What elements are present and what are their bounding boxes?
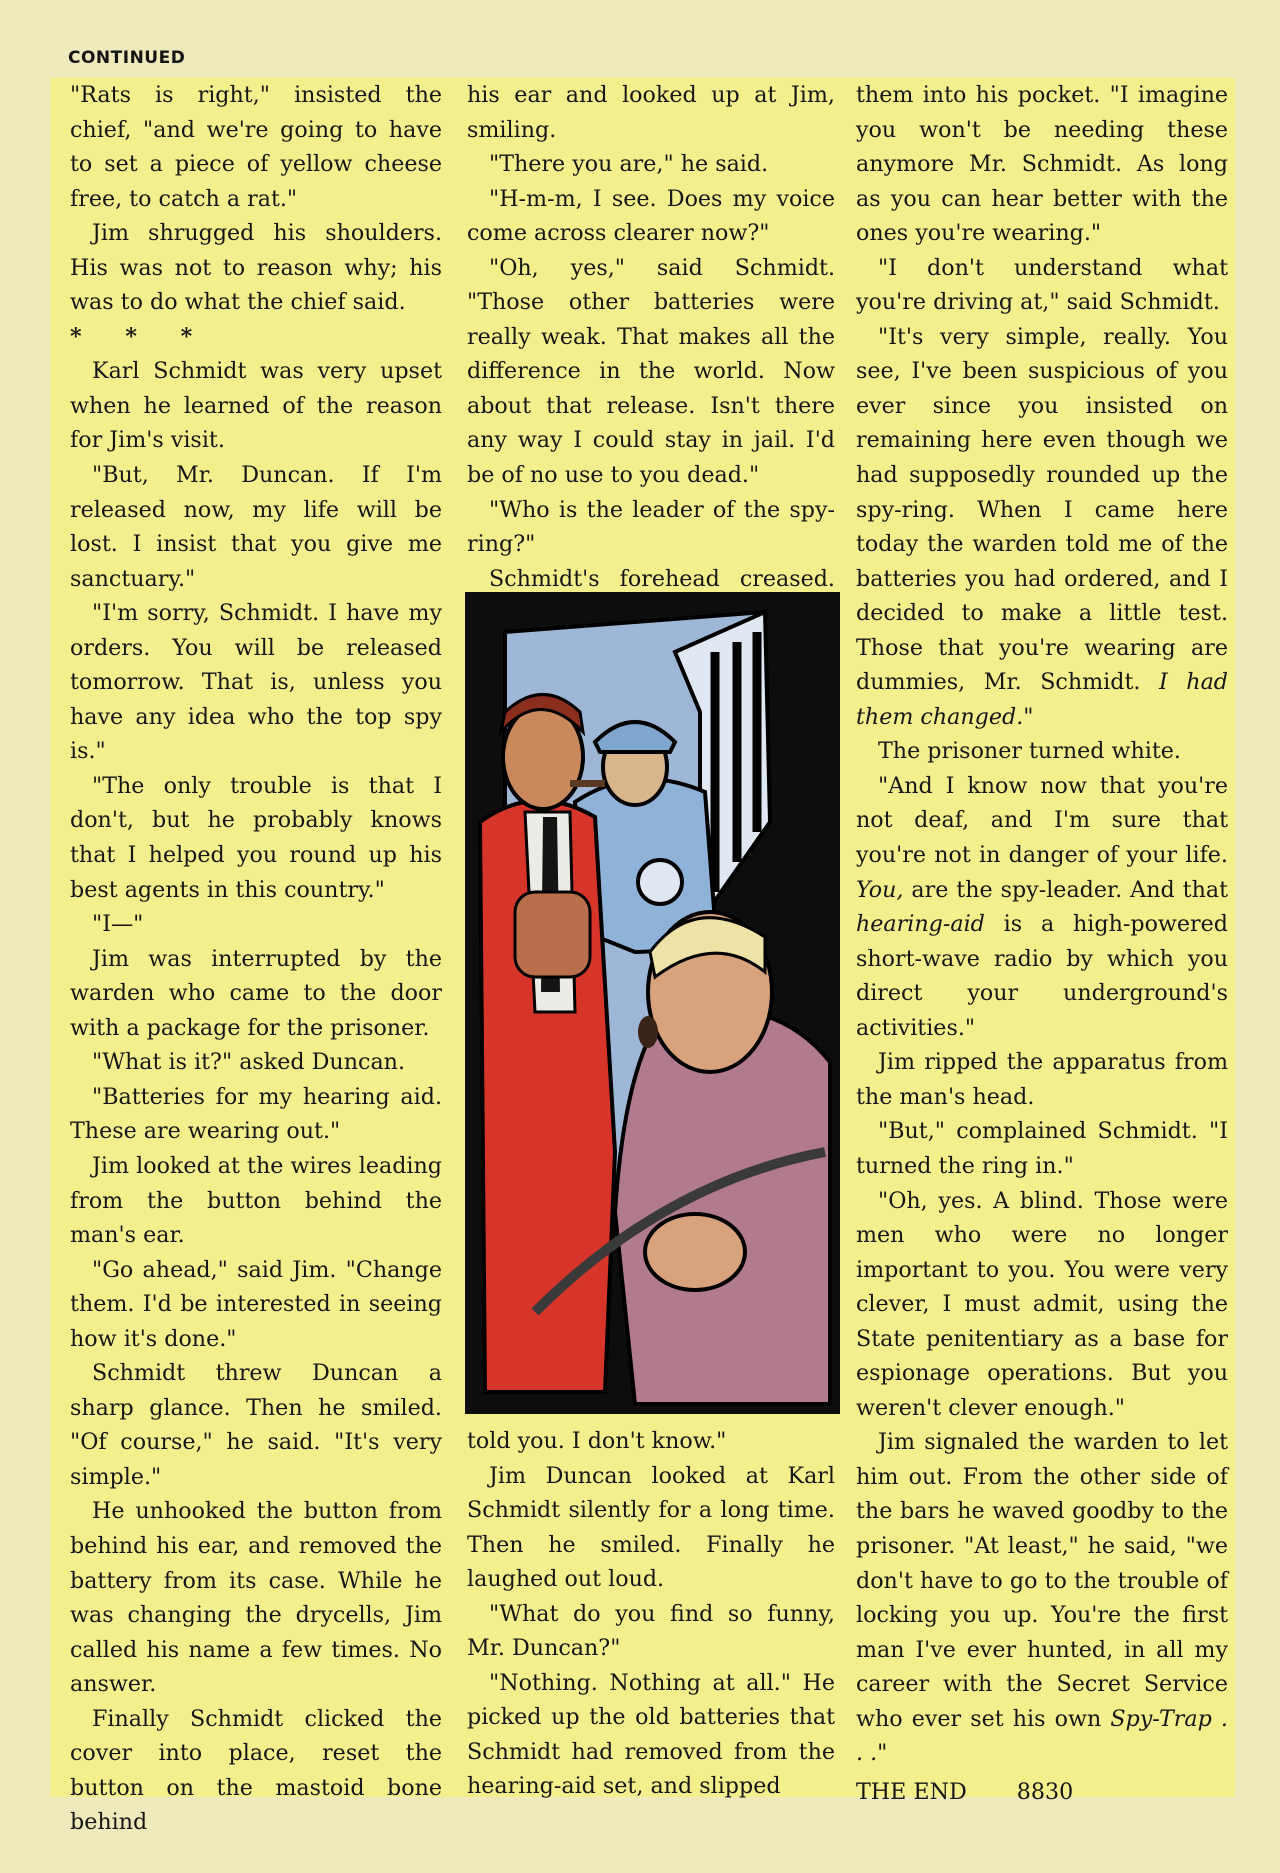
text-run: are the spy-leader. And that: [903, 876, 1228, 903]
paragraph: Schmidt's forehead creased.: [489, 565, 835, 592]
text-column-2-bottom: [467, 1424, 835, 1804]
paragraph: "What is it?" asked Duncan.: [92, 1049, 406, 1076]
paragraph: "But," complained Schmidt. "I turned the ring in.": [856, 1118, 1228, 1179]
paragraph: "Who is the leader of the spy-ring?": [467, 496, 835, 558]
story-end-line: [856, 1775, 1228, 1810]
paragraph: The prisoner turned white.: [878, 738, 1181, 765]
paragraph: "But, Mr. Duncan. If I'm released now, my life will be lost. I insist that you give me sanctuary.": [70, 462, 442, 592]
paragraph: "There you are," he said.: [489, 151, 769, 178]
paragraph: Jim looked at the wires leading from the button behind the man's ear.: [70, 1152, 442, 1249]
paragraph: Jim Duncan looked at Karl Schmidt silently for a long time. Then he smiled. Finally he laughed out loud.: [467, 1462, 835, 1593]
paragraph: them into his pocket. "I imagine you won't be needing these anymore Mr. Schmidt. As long as you can hear better with the ones you're wearing.": [856, 82, 1228, 247]
paragraph: [856, 1425, 1228, 1770]
text-column-2-top: [467, 78, 835, 631]
paragraph: "Oh, yes," said Schmidt. "Those other batteries were really weak. That makes all the difference in the world. Now about that release. Isn't there any way I could stay in jail. I'd be of no use to you dead.": [467, 254, 835, 489]
the-end-label: THE END: [856, 1778, 967, 1805]
italic-text: Spy-Trap . . .: [856, 1705, 1228, 1767]
paragraph: Jim ripped the apparatus from the man's head.: [856, 1049, 1228, 1110]
paragraph: his ear and looked up at Jim, smiling.: [467, 82, 835, 143]
text-run: Jim signaled the warden to let him out. From the other side of the bars he waved goodby to the prisoner. "At least," he said, "we don't have to go to the trouble of locking you up. You're the first man I've ever hunted, in all my career with the Secret Service who ever set his own: [856, 1429, 1228, 1732]
paragraph: "What do you find so funny, Mr. Duncan?": [467, 1600, 835, 1662]
paragraph: "Batteries for my hearing aid. These are wearing out.": [70, 1083, 442, 1145]
paragraph: Finally Schmidt clicked the cover into place, reset the button on the mastoid bone behind: [70, 1705, 442, 1836]
paragraph: Jim was interrupted by the warden who came to the door with a package for the prisoner.: [70, 945, 442, 1041]
text-run: is a high-powered short-wave radio by which you direct your underground's activities.": [856, 911, 1228, 1041]
paragraph: "I don't understand what you're driving at," said Schmidt.: [856, 254, 1228, 316]
paragraph: "Go ahead," said Jim. "Change them. I'd be interested in seeing how it's done.": [70, 1256, 442, 1352]
italic-text: I had them changed.: [856, 669, 1228, 730]
text-run: ": [1023, 703, 1034, 730]
section-break: * * *: [70, 323, 211, 350]
paragraph: [856, 769, 1228, 1045]
paragraph: "Nothing. Nothing at all." He picked up the old batteries that Schmidt had removed from the hearing-aid set, and slipped: [467, 1669, 835, 1800]
text-column-3: [856, 78, 1228, 1809]
paragraph: He unhooked the button from behind his ear, and removed the battery from its case. While he was changing the drycells, Jim called his name a few times. No answer.: [70, 1498, 442, 1698]
paragraph: Jim shrugged his shoulders. His was not to reason why; his was to do what the chief said.: [70, 220, 442, 316]
paragraph: "H-m-m, I see. Does my voice come across clearer now?": [467, 185, 835, 247]
paragraph: [856, 320, 1228, 735]
paragraph: Karl Schmidt was very upset when he learned of the reason for Jim's visit.: [70, 358, 442, 454]
paragraph: Schmidt threw Duncan a sharp glance. Then he smiled. "Of course," he said. "It's very simple.": [70, 1360, 442, 1490]
text-run: ": [877, 1740, 888, 1767]
paragraph: "I—": [92, 911, 144, 938]
panel-art: [465, 592, 840, 1414]
paragraph: told you. I don't know.": [467, 1428, 727, 1454]
text-column-1: [70, 78, 442, 1840]
paragraph: "Rats is right," insisted the chief, "and we're going to have to set a piece of yellow cheese free, to catch a rat.": [70, 82, 442, 212]
italic-text: You,: [856, 876, 904, 903]
text-run: "And I know now that you're not deaf, and I'm sure that you're not in danger of your life.: [856, 772, 1228, 869]
continued-header: CONTINUED: [68, 48, 186, 68]
paragraph: "Oh, yes. A blind. Those were men who were no longer important to you. You were very clever, I must admit, using the State penitentiary as a base for espionage operations. But you weren't clever enough.": [856, 1187, 1228, 1421]
text-run: "It's very simple, really. You see, I've been suspicious of you ever since you insisted on remaining here even though we had supposedly rounded up the spy-ring. When I came here today the warden told me of the batteries you had ordered, and I decided to make a little test. Those that you're wearing are dummies, Mr. Schmidt.: [856, 323, 1228, 696]
paragraph: "I'm sorry, Schmidt. I have my orders. You will be released tomorrow. That is, unless you have any idea who the top spy is.": [70, 600, 442, 765]
italic-text: hearing-aid: [856, 911, 985, 938]
paragraph: "The only trouble is that I don't, but he probably knows that I helped you round up his best agents in this country.": [70, 772, 442, 903]
comic-panel-illustration: [465, 592, 840, 1414]
story-code: 8830: [1016, 1778, 1074, 1805]
